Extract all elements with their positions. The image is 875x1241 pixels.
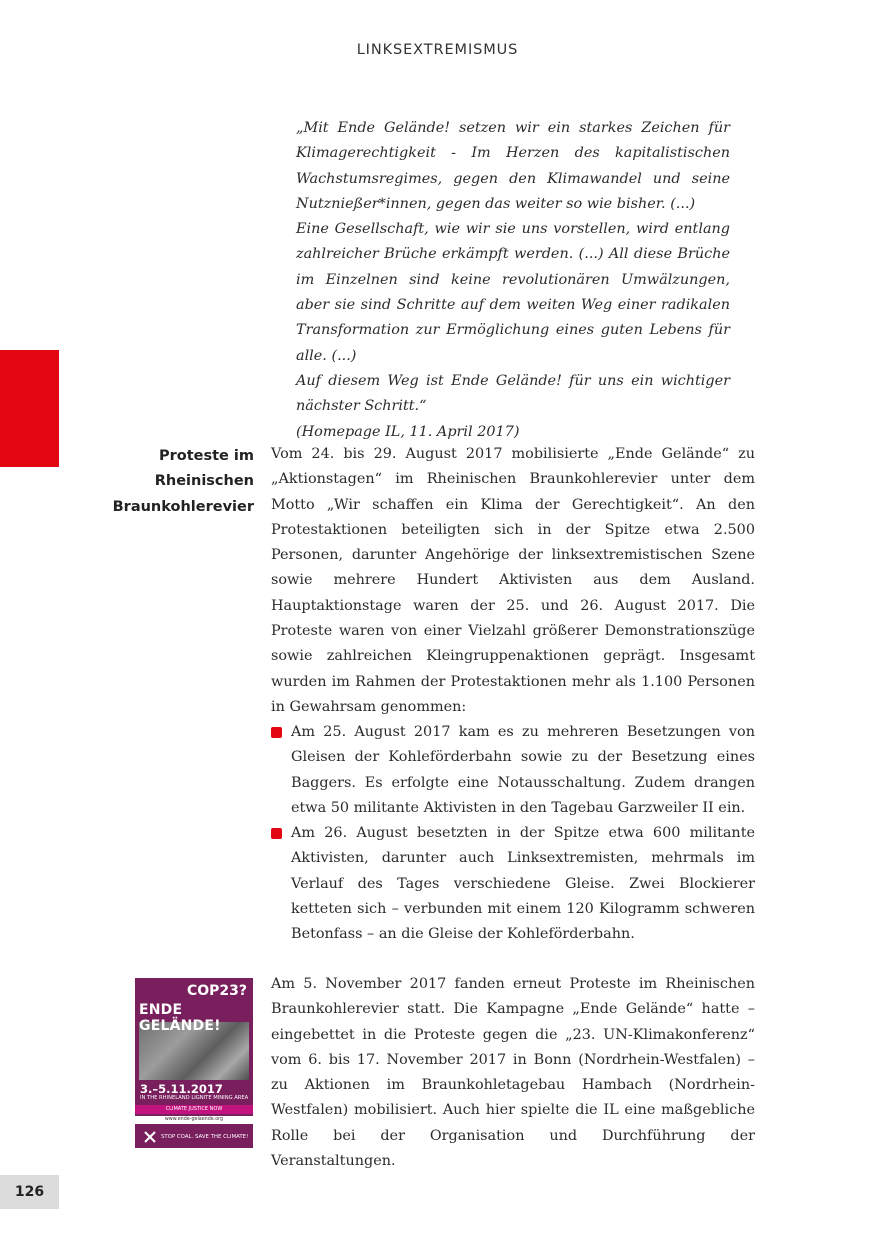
body-paragraph-august [271,442,755,720]
digger-icon [143,1130,157,1144]
bullet-square-icon [271,828,282,839]
bullet-list [271,720,755,948]
poster-cop-label: COP23? [186,983,247,999]
list-item-text: Am 26. August besetzten in der Spitze etwa 600 militante Aktivisten, darunter auch Linksextremisten, mehrmals im Verlauf des Tages verschiedene Gleise. Zwei Blockierer ketteten sich – verbunden mit einem 120 Kilogramm schweren Betonfass – an die Gleise der Kohleförderbahn. [291,825,755,943]
list-item-text: Am 25. August 2017 kam es zu mehreren Besetzungen von Gleisen der Kohleförderbahn sowie zu der Besetzung eines Baggers. Es erfolgte eine Notausschaltung. Zudem drangen etwa 50 militante Aktivisten in den Tagebau Garzweiler II ein. [291,724,755,816]
list-item [271,821,755,947]
poster-dates: 3.–5.11.2017 [140,1082,223,1096]
poster-title: ENDE GELÄNDE! [139,1002,221,1034]
quote-paragraph: „Mit Ende Gelände! setzen wir ein starkes Zeichen für Klimagerechtigkeit - Im Herzen des kapitalistischen Wachstumsregimes, gegen den Klimawandel und seine Nutznießer*innen, gegen das weiter so wie bisher. (...) [296,120,730,212]
quote-block [296,116,730,445]
poster-subtitle: IN THE RHINELAND LIGNITE MINING AREA [140,1095,249,1101]
list-item [271,720,755,821]
page-number: 126 [0,1175,59,1209]
poster-band: CLIMATE JUSTICE NOW [135,1105,253,1114]
chapter-marker [0,350,59,467]
quote-paragraph: Auf diesem Weg ist Ende Gelände! für uns ein wichtiger nächster Schritt.“ [296,372,730,415]
running-header: LINKSEXTREMISMUS [356,42,519,58]
ende-gelaende-poster [135,978,253,1148]
poster-footer: STOP COAL. SAVE THE CLIMATE! [135,1126,253,1148]
bullet-square-icon [271,727,282,738]
paragraph-text: Am 5. November 2017 fanden erneut Proteste im Rheinischen Braunkohlerevier statt. Die Kampagne „Ende Gelände“ hatte – eingebettet in die Proteste gegen die „23. UN-Klimakonferenz“ vom 6. bis 17. November 2017 in Bonn (Nordrhein-Westfalen) – zu Aktionen im Braunkohletagebau Hambach (Nordrhein-Westfalen) mobilisiert. Auch hier spielte die IL eine maßgebliche Rolle bei der Organisation und Durchführung der Veranstaltungen. [271,976,755,1170]
poster-website: www.ende-gelaende.org [135,1116,253,1124]
body-paragraph-november [271,972,755,1174]
quote-paragraph: Eine Gesellschaft, wie wir sie uns vorstellen, wird entlang zahlreicher Brüche erkämpft werden. (...) All diese Brüche im Einzelnen sind keine revolutionären Umwälzungen, aber sie sind Schritte auf dem weiten Weg einer radikalen Transformation zur Ermöglichung eines guten Lebens für alle. (...) [296,221,730,364]
side-heading-line: Braunkohlerevier [112,498,254,515]
side-heading [100,444,254,520]
quote-source: (Homepage IL, 11. April 2017) [296,423,520,440]
side-heading-line: Proteste im [158,448,254,464]
paragraph-text: Vom 24. bis 29. August 2017 mobilisierte „Ende Gelände“ zu „Aktionstagen“ im Rheinischen Braunkohlerevier unter dem Motto „Wir schaffen ein Klima der Gerechtigkeit“. An den Protestaktionen beteiligten sich in der Spitze etwa 2.500 Personen, darunter Angehörige der linksextremistischen Szene sowie mehrere Hundert Aktivisten aus dem Ausland. Hauptaktionstage waren der 25. und 26. August 2017. Die Proteste waren von einer Vielzahl größerer Demonstrationszüge sowie zahlreichen Kleingruppenaktionen geprägt. Insgesamt wurden im Rahmen der Protestaktionen mehr als 1.100 Personen in Gewahrsam genommen: [271,446,755,715]
side-heading-line: Rheinischen [154,473,254,490]
